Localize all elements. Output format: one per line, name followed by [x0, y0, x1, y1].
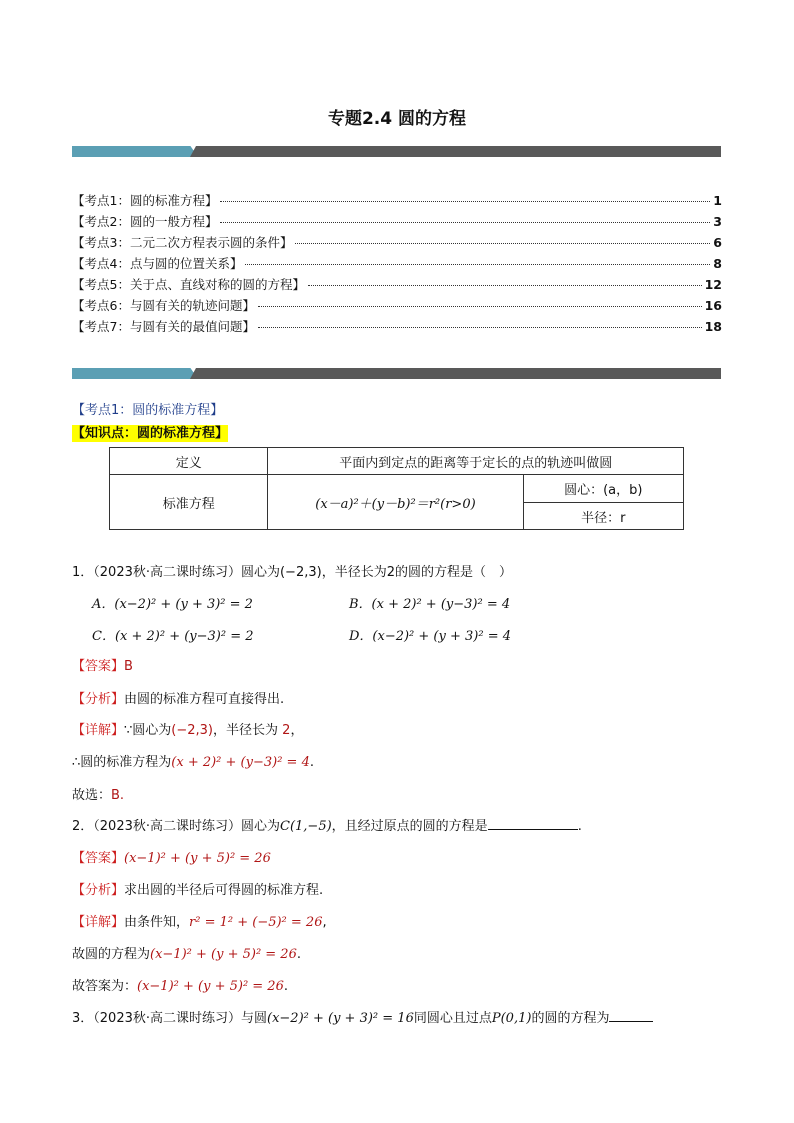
- center-cell: 圆心：(a，b): [523, 475, 683, 503]
- section-banner: [72, 368, 721, 379]
- standard-equation: (x－a)²＋(y－b)²＝r²(r>0): [268, 475, 523, 530]
- question-3-stem: 3．（2023秋·高二课时练习）与圆(x−2)² + (y + 3)² = 16同圆心且过点P(0,1)的圆的方程为: [72, 1007, 653, 1026]
- question-2-detail-line3: 故答案为：(x−1)² + (y + 5)² = 26.: [72, 979, 288, 994]
- question-1-detail-line2: ∴圆的标准方程为(x + 2)² + (y−3)² = 4.: [72, 755, 314, 770]
- question-1-option-c[interactable]: C．(x + 2)² + (y−3)² = 2: [92, 629, 254, 644]
- toc-item[interactable]: 【考点4：点与圆的位置关系】 8: [72, 256, 722, 271]
- standard-equation-label: 标准方程: [110, 475, 268, 530]
- question-1-stem: 1．（2023秋·高二课时练习）圆心为(−2,3)，半径长为2的圆的方程是（ ）: [72, 565, 512, 580]
- question-2-detail-line2: 故圆的方程为(x−1)² + (y + 5)² = 26.: [72, 947, 301, 962]
- toc-item[interactable]: 【考点7：与圆有关的最值问题】 18: [72, 319, 722, 334]
- question-1-answer: 【答案】B: [72, 659, 133, 674]
- toc-item[interactable]: 【考点1：圆的标准方程】 1: [72, 193, 722, 208]
- knowledge-heading: 【知识点：圆的标准方程】: [72, 426, 229, 441]
- question-1-option-d[interactable]: D．(x−2)² + (y + 3)² = 4: [349, 629, 511, 644]
- radius-cell: 半径：r: [523, 503, 683, 530]
- question-1-option-a[interactable]: A．(x−2)² + (y + 3)² = 2: [92, 597, 253, 612]
- question-1-analysis: 【分析】由圆的标准方程可直接得出.: [72, 692, 285, 707]
- section-heading: 【考点1：圆的标准方程】: [72, 403, 224, 418]
- definition-text: 平面内到定点的距离等于定长的点的轨迹叫做圆: [268, 448, 684, 475]
- answer-blank[interactable]: [488, 829, 578, 830]
- toc-item[interactable]: 【考点2：圆的一般方程】 3: [72, 214, 722, 229]
- definition-table: [109, 447, 684, 530]
- toc-item[interactable]: 【考点3：二元二次方程表示圆的条件】 6: [72, 235, 722, 250]
- question-1-detail: 【详解】∵圆心为(−2,3)，半径长为 2，: [72, 723, 304, 738]
- page-title: 专题2.4 圆的方程: [327, 109, 467, 129]
- definition-label: 定义: [110, 448, 268, 475]
- toc-item[interactable]: 【考点5：关于点、直线对称的圆的方程】 12: [72, 277, 722, 292]
- question-2-analysis: 【分析】求出圆的半径后可得圆的标准方程.: [72, 883, 324, 898]
- question-1-option-b[interactable]: B．(x + 2)² + (y−3)² = 4: [349, 597, 511, 612]
- question-1-choice: 故选：B.: [72, 788, 125, 803]
- answer-blank[interactable]: [609, 1021, 653, 1022]
- question-2-stem: 2．（2023秋·高二课时练习）圆心为C(1,−5)，且经过原点的圆的方程是 .: [72, 819, 582, 834]
- toc-item[interactable]: 【考点6：与圆有关的轨迹问题】 16: [72, 298, 722, 313]
- table-of-contents: [72, 191, 722, 338]
- question-2-detail: 【详解】由条件知，r² = 1² + (−5)² = 26,: [72, 915, 327, 930]
- header-banner: [72, 146, 721, 157]
- question-2-answer: 【答案】(x−1)² + (y + 5)² = 26: [72, 851, 271, 866]
